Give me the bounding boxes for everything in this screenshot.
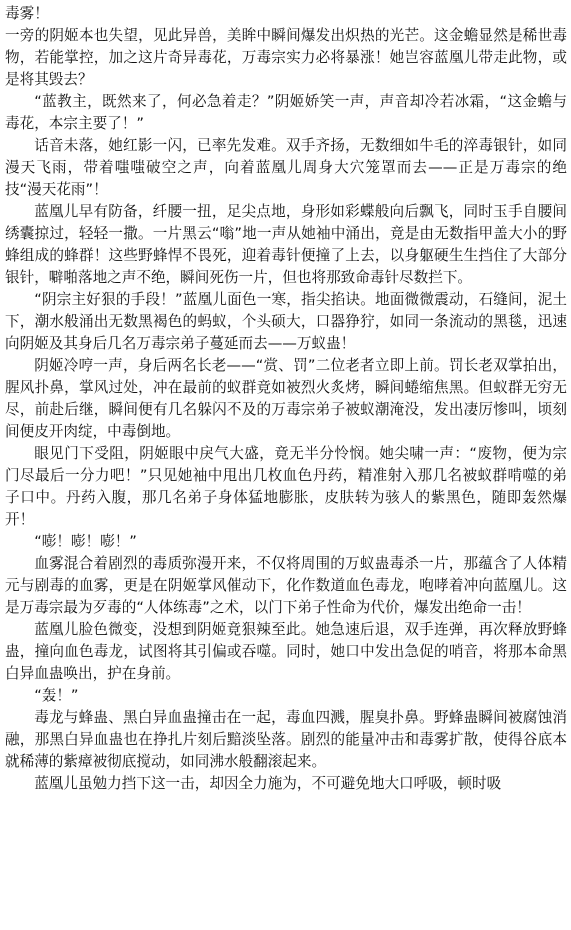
paragraph: 眼见门下受阻，阴姬眼中戾气大盛，竟无半分怜悯。她尖啸一声：“废物，便为宗门尽最后一分力吧！”只见她袖中甩出几枚血色丹药，精准射入那几名被蚁群啃噬的弟子口中。丹药入腹，那几名弟子身体猛地膨胀，皮肤转为骇人的紫黑色，随即轰然爆开！: [5, 445, 567, 528]
paragraph: 阴姬冷哼一声，身后两名长老——“赏、罚”二位老者立即上前。罚长老双掌拍出，腥风扑鼻，掌风过处，冲在最前的蚁群竟如被烈火炙烤，瞬间蜷缩焦黑。但蚁群无穷无尽，前赴后继，瞬间便有几名躲闪不及的万毒宗弟子被蚁潮淹没，发出凄厉惨叫，顷刻间便皮开肉绽，中毒倒地。: [5, 357, 567, 440]
paragraph: “蓝教主，既然来了，何必急着走？”阴姬娇笑一声，声音却冷若冰霜，“这金蟾与毒花，本宗主要了！”: [5, 93, 567, 132]
paragraph: “轰！”: [34, 687, 79, 704]
paragraph: 一旁的阴姬本也失望，见此异兽，美眸中瞬间爆发出炽热的光芒。这金蟾显然是稀世毒物，若能掌控，加之这片奇异毒花，万毒宗实力必将暴涨！她岂容蓝凰儿带走此物，或是将其毁去？: [5, 27, 567, 88]
paragraph: 蓝凰儿虽勉力挡下这一击，却因全力施为，不可避免地大口呼吸，顿时吸: [34, 775, 502, 792]
paragraph: 毒雾！: [5, 5, 49, 22]
paragraph: “阴宗主好狠的手段！”蓝凰儿面色一寒，指尖掐诀。地面微微震动，石缝间，泥土下，潮水般涌出无数黑褐色的蚂蚁，个头硕大，口器狰狞，如同一条流动的黑毯，迅速向阴姬及其身后几名万毒宗弟子蔓延而去——万蚁蛊！: [5, 291, 567, 352]
paragraph: “嘭！嘭！嘭！”: [34, 533, 137, 550]
paragraph: 蓝凰儿脸色微变，没想到阴姬竟狠辣至此。她急速后退，双手连弹，再次释放野蜂蛊，撞向血色毒龙，试图将其引偏或吞噬。同时，她口中发出急促的哨音，将那本命黑白异血蛊唤出，护在身前。: [5, 621, 567, 682]
paragraph: 蓝凰儿早有防备，纤腰一扭，足尖点地，身形如彩蝶般向后飘飞，同时玉手自腰间绣囊掠过，轻轻一撒。一片黑云“嗡”地一声从她袖中涌出，竟是由无数指甲盖大小的野蜂组成的蜂群！这些野蜂悍不畏死，迎着毒针便撞了上去，以身躯硬生生挡住了大部分银针，噼啪落地之声不绝，瞬间死伤一片，但也将那致命毒针尽数拦下。: [5, 203, 567, 286]
paragraph: 血雾混合着剧烈的毒质弥漫开来，不仅将周围的万蚁蛊毒杀一片，那蕴含了人体精元与剧毒的血雾，更是在阴姬掌风催动下，化作数道血色毒龙，咆哮着冲向蓝凰儿。这是万毒宗最为歹毒的“人体练毒”之术，以门下弟子性命为代价，爆发出绝命一击！: [5, 555, 567, 616]
paragraph: 毒龙与蜂蛊、黑白异血蛊撞击在一起，毒血四溅，腥臭扑鼻。野蜂蛊瞬间被腐蚀消融，那黑白异血蛊也在挣扎片刻后黯淡坠落。剧烈的能量冲击和毒雾扩散，使得谷底本就稀薄的紫瘴被彻底搅动，如同沸水般翻滚起来。: [5, 709, 567, 770]
paragraph: 话音未落，她红影一闪，已率先发难。双手齐扬，无数细如牛毛的淬毒银针，如同漫天飞雨，带着嗤嗤破空之声，向着蓝凰儿周身大穴笼罩而去——正是万毒宗的绝技“漫天花雨”！: [5, 137, 567, 198]
